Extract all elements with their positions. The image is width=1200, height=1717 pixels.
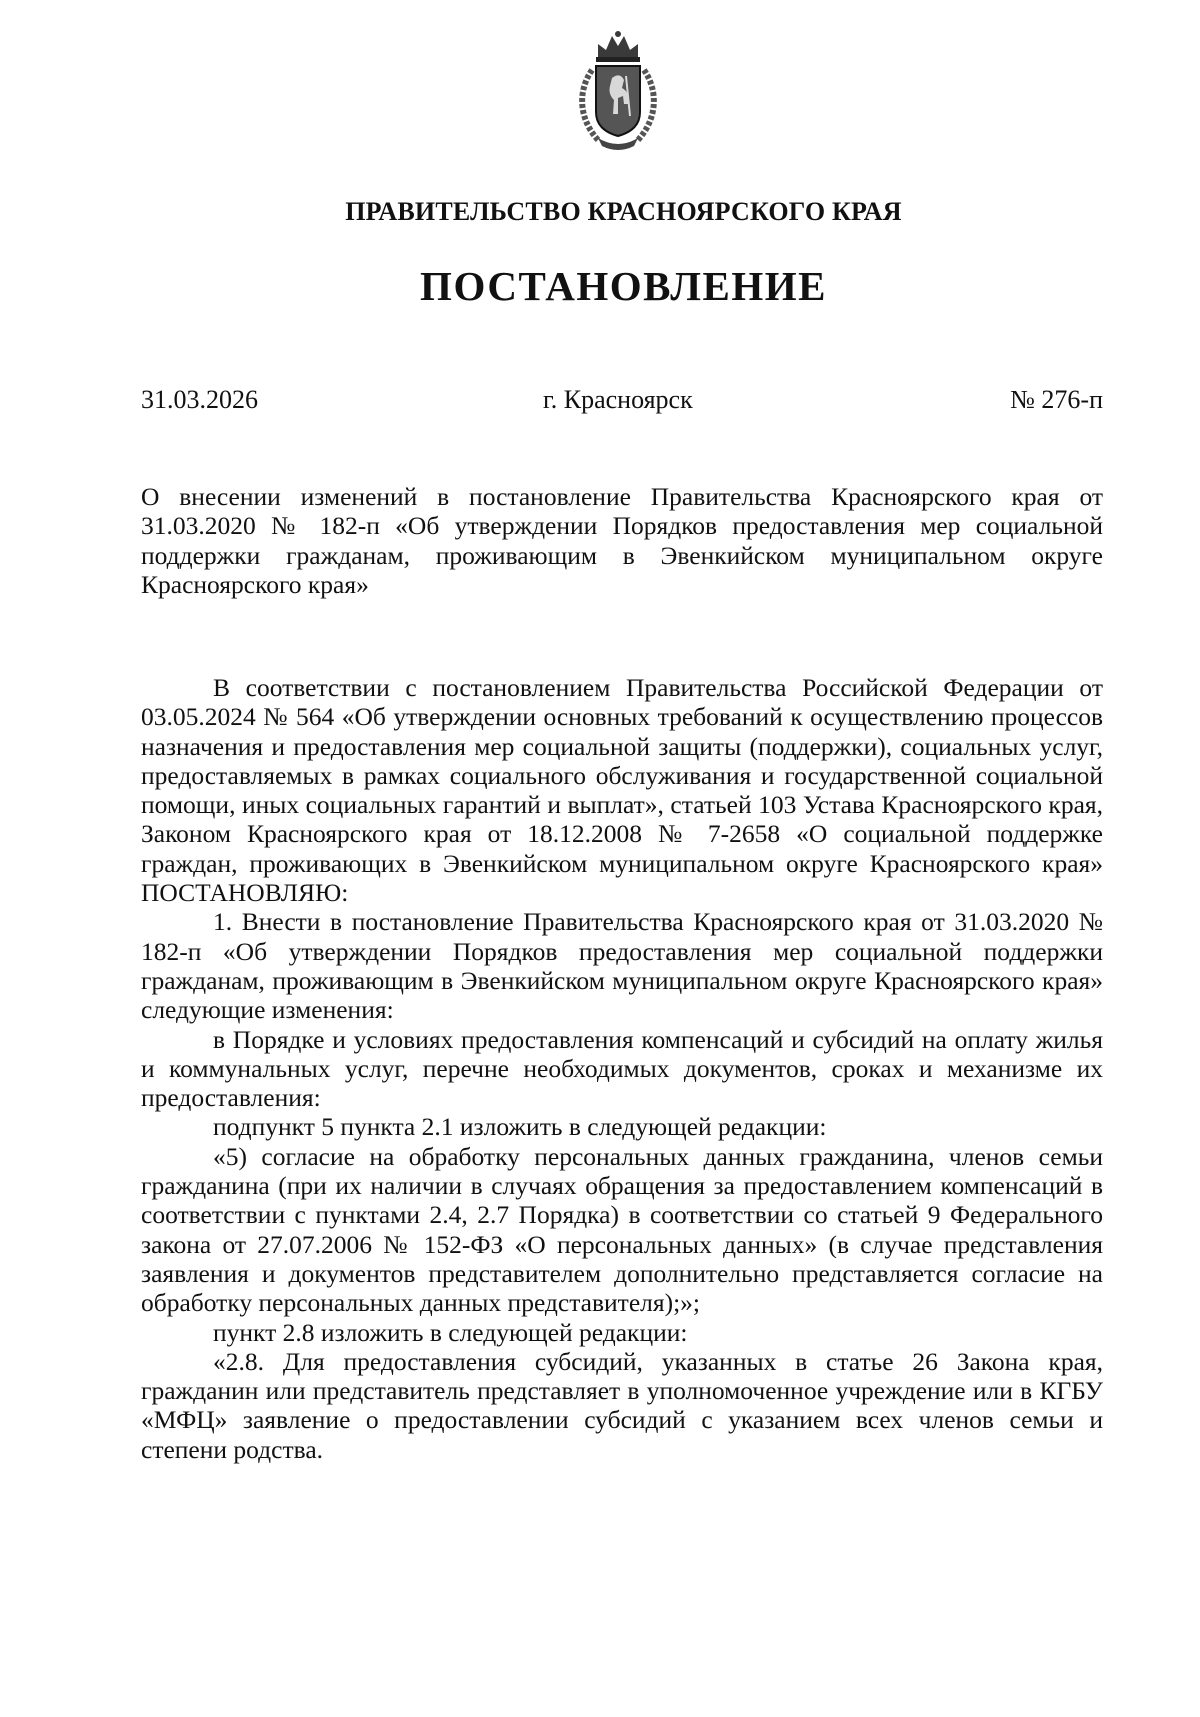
paragraph-preamble: В соответствии с постановлением Правительства Российской Федерации от 03.05.2024 № 564 «Об утверждении основных требований к осуществлению процессов назначения и предоставления мер социальной защиты (поддержки), социальных услуг, предоставляемых в рамках социального обслуживания и государственной социальной помощи, иных социальных гарантий и выплат», статьей 103 Устава Красноярского края, Законом Красноярского края от 18.12.2008 № 7-2658 «О социальной поддержке граждан, проживающих в Эвенкийском муниципальном округе Красноярского края» ПОСТАНОВЛЯЮ: <box>141 673 1103 908</box>
document-number: № 276-п <box>1010 385 1103 414</box>
document-date: 31.03.2026 <box>141 385 258 414</box>
coat-of-arms-icon <box>568 30 668 150</box>
document-body <box>141 673 1103 1464</box>
document-title <box>141 482 1103 599</box>
document-place: г. Красноярск <box>543 385 693 414</box>
organization-name: ПРАВИТЕЛЬСТВО КРАСНОЯРСКОГО КРАЯ <box>345 197 902 226</box>
title-text: О внесении изменений в постановление Правительства Красноярского края от 31.03.2020 № 182-п «Об утверждении Порядков предоставления мер социальной поддержки гражданам, проживающим в Эвенкийском муниципальном округе Красноярского края» <box>141 482 1103 599</box>
paragraph-item-1: 1. Внести в постановление Правительства Красноярского края от 31.03.2020 № 182-п «Об утверждении Порядков предоставления мер социальной поддержки гражданам, проживающим в Эвенкийском муниципальном округе Красноярского края» следующие изменения: <box>141 907 1103 1025</box>
paragraph-subclause-5: подпункт 5 пункта 2.1 изложить в следующей редакции: <box>213 1112 827 1142</box>
paragraph-subsidies: «2.8. Для предоставления субсидий, указанных в статье 26 Закона края, гражданин или представитель представляет в уполномоченное учреждение или в КГБУ «МФЦ» заявление о предоставлении субсидий с указанием всех членов семьи и степени родства. <box>141 1346 1103 1464</box>
document-type: ПОСТАНОВЛЕНИЕ <box>420 263 827 309</box>
paragraph-clause-2-8: пункт 2.8 изложить в следующей редакции: <box>213 1317 688 1347</box>
paragraph-procedure: в Порядке и условиях предоставления компенсаций и субсидий на оплату жилья и коммунальных услуг, перечне необходимых документов, сроках и механизме их предоставления: <box>141 1024 1103 1113</box>
paragraph-consent: «5) согласие на обработку персональных данных гражданина, членов семьи гражданина (при их наличии в случаях обращения за предоставлением компенсаций в соответствии с пунктами 2.4, 2.7 Порядка) в соответствии со статьей 9 Федерального закона от 27.07.2006 № 152-ФЗ «О персональных данных» (в случае представления заявления и документов представителем дополнительно представляется согласие на обработку персональных данных представителя);»; <box>141 1141 1103 1318</box>
